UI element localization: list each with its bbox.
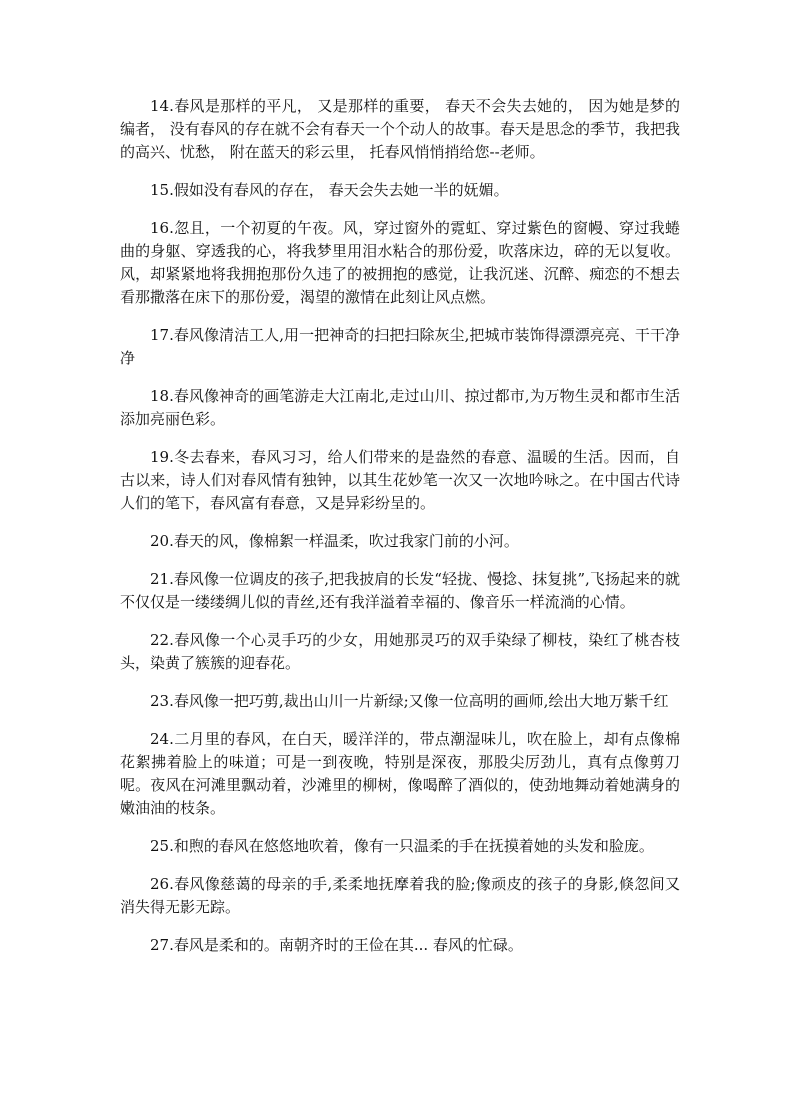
paragraph-25: 25.和煦的春风在悠悠地吹着，像有一只温柔的手在抚摸着她的头发和脸庞。 (150, 837, 654, 855)
document-body (120, 95, 680, 972)
paragraph-22: 22.春风像一个心灵手巧的少女，用她那灵巧的双手染绿了柳枝，染红了桃杏枝头，染黄了簇簇的迎春花。 (120, 631, 680, 672)
paragraph-23: 23.春风像一把巧剪,裁出山川一片新绿;又像一位高明的画师,绘出大地万紫千红 (150, 692, 669, 710)
paragraph-14: 14.春风是那样的平凡， 又是那样的重要， 春天不会失去她的， 因为她是梦的编者， 没有春风的存在就不会有春天一个个动人的故事。春天是思念的季节，我把我的高兴、忧愁， 附在蓝天的彩云里， 托春风悄悄捎给您--老师。 (120, 97, 680, 161)
paragraph-18: 18.春风像神奇的画笔游走大江南北,走过山川、掠过都市,为万物生灵和都市生活添加亮丽色彩。 (120, 387, 680, 428)
paragraph-16: 16.忽且，一个初夏的午夜。风，穿过窗外的霓虹、穿过紫色的窗幔、穿过我蜷曲的身躯、穿透我的心，将我梦里用泪水粘合的那份爱，吹落床边，碎的无以复收。风，却紧紧地将我拥抱那份久违了的被拥抱的感觉，让我沉迷、沉醉、痴恋的不想去看那撒落在床下的那份爱，渴望的激情在此刻让风点燃。 (120, 219, 680, 306)
paragraph-17: 17.春风像清洁工人,用一把神奇的扫把扫除灰尘,把城市装饰得漂漂亮亮、干干净净 (120, 326, 680, 367)
paragraph-21: 21.春风像一位调皮的孩子,把我披肩的长发“轻拢、慢捻、抹复挑”,飞扬起来的就不仅仅是一缕缕绸儿似的青丝,还有我洋溢着幸福的、像音乐一样流淌的心情。 (120, 570, 680, 611)
paragraph-24: 24.二月里的春风，在白天，暖洋洋的，带点潮湿味儿，吹在脸上，却有点像棉花絮拂着脸上的味道；可是一到夜晚，特别是深夜，那股尖厉劲儿，真有点像剪刀呢。夜风在河滩里飘动着，沙滩里的柳树，像喝醉了酒似的，使劲地舞动着她满身的嫩油油的枝条。 (120, 730, 680, 817)
paragraph-19: 19.冬去春来，春风习习，给人们带来的是盎然的春意、温暖的生活。因而，自古以来，诗人们对春风情有独钟，以其生花妙笔一次又一次地吟咏之。在中国古代诗人们的笔下，春风富有春意，又是异彩纷呈的。 (120, 448, 680, 512)
paragraph-26: 26.春风像慈蔼的母亲的手,柔柔地抚摩着我的脸;像顽皮的孩子的身影,倏忽间又消失得无影无踪。 (120, 875, 680, 916)
paragraph-20: 20.春天的风，像棉絮一样温柔，吹过我家门前的小河。 (150, 532, 519, 550)
paragraph-27: 27.春风是柔和的。南朝齐时的王俭在其... 春风的忙碌。 (150, 936, 523, 954)
paragraph-15: 15.假如没有春风的存在， 春天会失去她一半的妩媚。 (150, 181, 509, 199)
